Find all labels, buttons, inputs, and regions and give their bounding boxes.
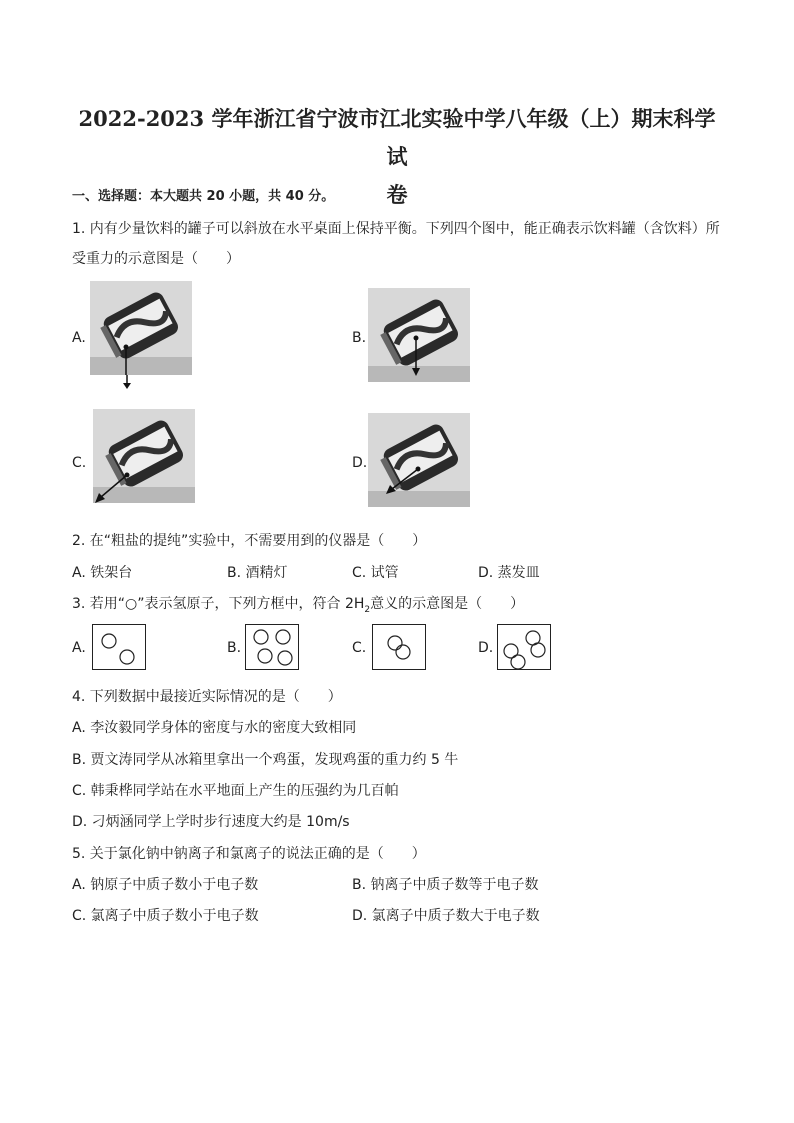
- q3-option-c-label: C.: [352, 640, 367, 656]
- q2-option-d: D. 蒸发皿: [478, 565, 540, 581]
- q5-option-d: D. 氯离子中质子数大于电子数: [352, 908, 540, 924]
- can-image-b: [368, 288, 470, 382]
- atom: [120, 650, 134, 664]
- q4-option-c: C. 韩秉桦同学站在水平地面上产生的压强约为几百帕: [72, 783, 399, 799]
- q1-option-c-label: C.: [72, 455, 87, 471]
- q2-option-c: C. 试管: [352, 565, 399, 581]
- q3-diagram-d: [497, 624, 551, 670]
- q2-text: 2. 在“粗盐的提纯”实验中，不需要用到的仪器是（ ）: [72, 533, 427, 549]
- atom: [531, 643, 545, 657]
- two-molecules: [498, 625, 552, 671]
- one-molecule: [373, 625, 427, 671]
- q4-option-d: D. 刁炳涵同学上学时步行速度大约是 10m/s: [72, 814, 350, 830]
- atom: [396, 645, 410, 659]
- q3-text-sub: 2: [364, 604, 371, 615]
- q3-text-after: 意义的示意图是（ ）: [370, 596, 525, 612]
- atom: [258, 649, 272, 663]
- q4-option-b: B. 贾文涛同学从冰箱里拿出一个鸡蛋，发现鸡蛋的重力约 5 牛: [72, 752, 459, 768]
- q5-option-c: C. 氯离子中质子数小于电子数: [72, 908, 259, 924]
- q1-text-line-1: 1. 内有少量饮料的罐子可以斜放在水平桌面上保持平衡。下列四个图中，能正确表示饮料罐（含饮料）所: [72, 221, 720, 237]
- q5-option-b: B. 钠离子中质子数等于电子数: [352, 877, 539, 893]
- q4-option-a: A. 李汝毅同学身体的密度与水的密度大致相同: [72, 720, 357, 736]
- can-image-a: [90, 281, 192, 375]
- q1-option-b-label: B.: [352, 330, 367, 346]
- q3-option-a-label: A.: [72, 640, 86, 656]
- q3-diagram-c: [372, 624, 426, 670]
- section-heading: 一、选择题：本大题共 20 小题，共 40 分。: [72, 189, 335, 204]
- can-image-d: [368, 413, 470, 507]
- four-separate-atoms: [246, 625, 300, 671]
- q2-option-a: A. 铁架台: [72, 565, 133, 581]
- atom: [276, 630, 290, 644]
- atom: [102, 634, 116, 648]
- can-image-c: [93, 409, 195, 503]
- gravity-arrow-a: [122, 375, 132, 389]
- title-line-1: 2022-2023 学年浙江省宁波市江北实验中学八年级（上）期末科学试: [78, 106, 716, 169]
- title-line-2: 卷: [386, 182, 408, 207]
- q3-option-d-label: D.: [478, 640, 494, 656]
- q3-diagram-a: [92, 624, 146, 670]
- q2-option-b: B. 酒精灯: [227, 565, 288, 581]
- q4-text: 4. 下列数据中最接近实际情况的是（ ）: [72, 689, 342, 705]
- atom: [254, 630, 268, 644]
- q1-option-d-label: D.: [352, 455, 368, 471]
- atom: [388, 636, 402, 650]
- q5-option-a: A. 钠原子中质子数小于电子数: [72, 877, 259, 893]
- q3-text: [72, 593, 524, 615]
- q3-option-b-label: B.: [227, 640, 242, 656]
- q5-text: 5. 关于氯化钠中钠离子和氯离子的说法正确的是（ ）: [72, 846, 426, 862]
- q3-text-before: 3. 若用“○”表示氢原子，下列方框中，符合 2H: [72, 596, 365, 612]
- q1-option-a-label: A.: [72, 330, 86, 346]
- atom: [278, 651, 292, 665]
- two-separate-atoms: [93, 625, 147, 671]
- atom: [511, 655, 525, 669]
- q1-text-line-2: 受重力的示意图是（ ）: [72, 251, 240, 267]
- q3-diagram-b: [245, 624, 299, 670]
